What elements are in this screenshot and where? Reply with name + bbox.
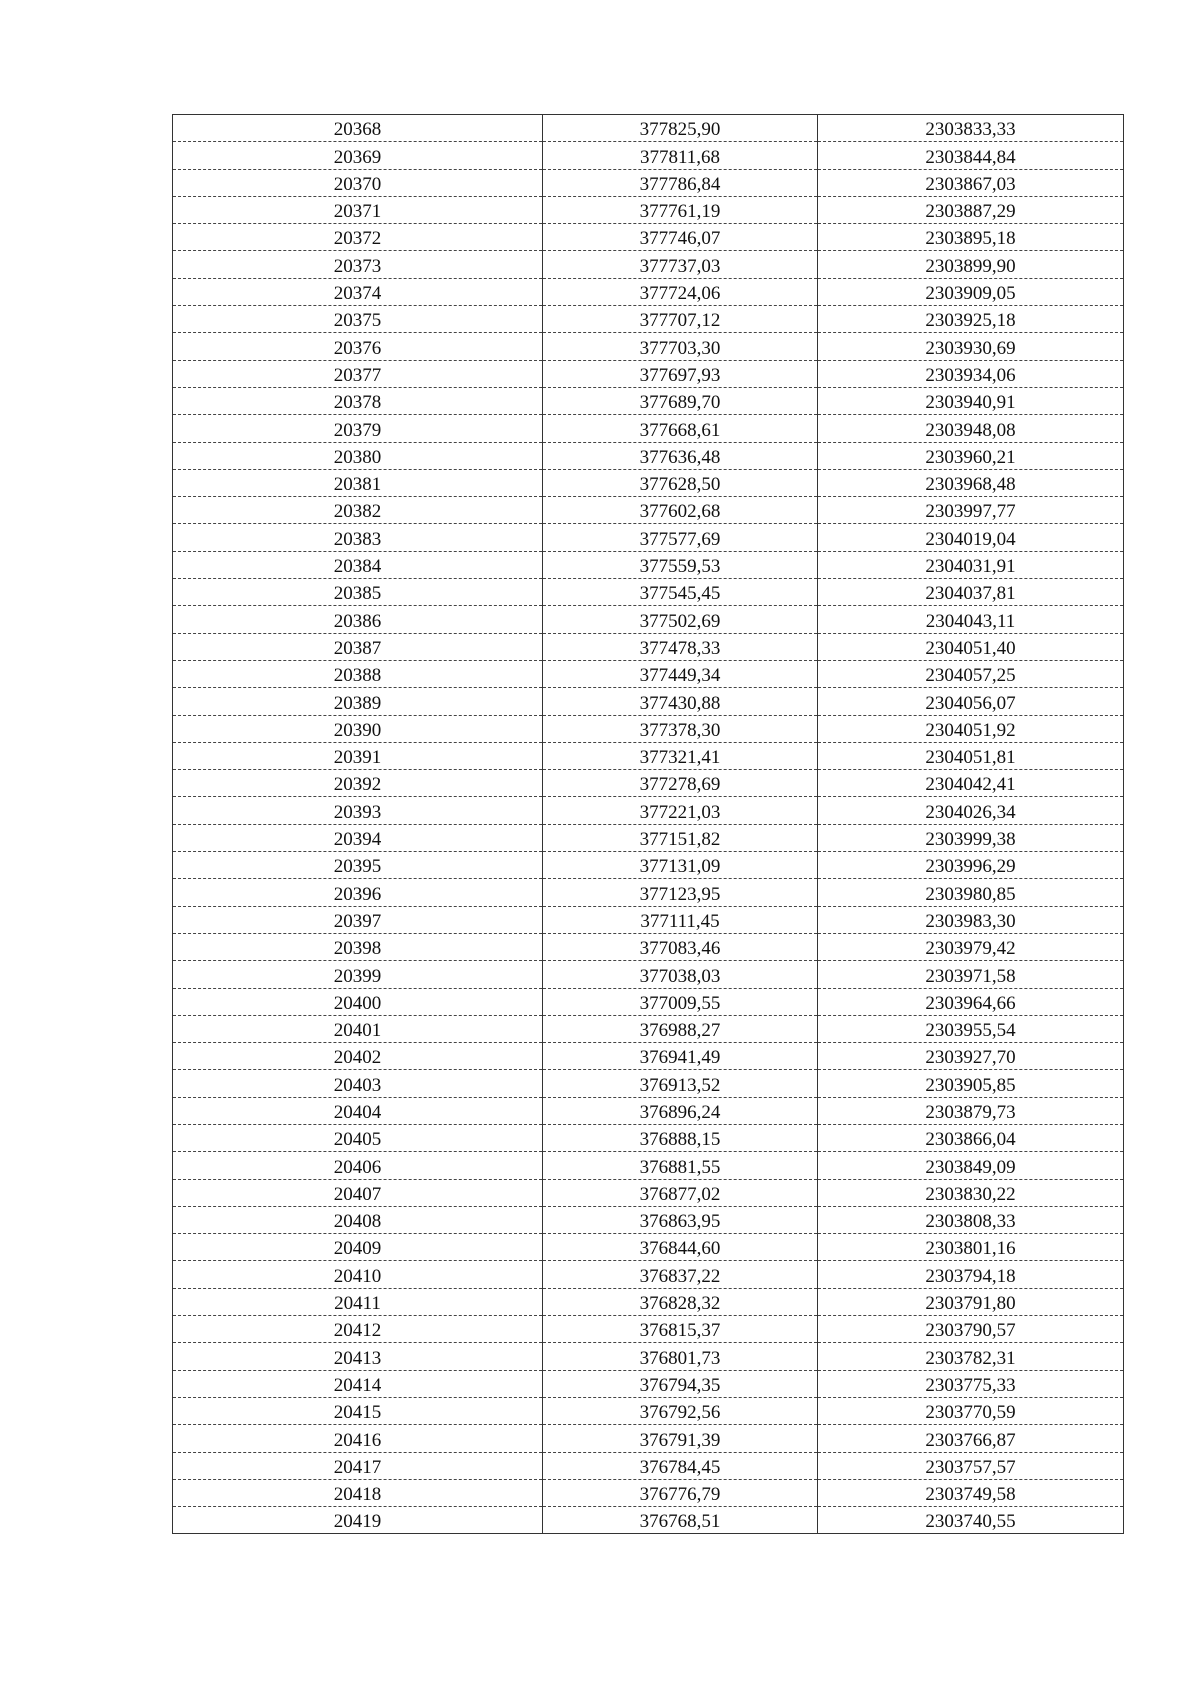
y-coordinate-cell: 2303749,58: [818, 1479, 1124, 1506]
y-coordinate-cell: 2303997,77: [818, 497, 1124, 524]
y-coordinate-cell: 2304057,25: [818, 660, 1124, 687]
x-coordinate-cell: 376837,22: [543, 1261, 818, 1288]
x-coordinate-cell: 377151,82: [543, 824, 818, 851]
x-coordinate-cell: 377321,41: [543, 742, 818, 769]
point-id-cell: 20415: [173, 1397, 543, 1424]
x-coordinate-cell: 376844,60: [543, 1234, 818, 1261]
point-id-cell: 20396: [173, 879, 543, 906]
x-coordinate-cell: 377703,30: [543, 333, 818, 360]
point-id-cell: 20378: [173, 387, 543, 414]
x-coordinate-cell: 377502,69: [543, 606, 818, 633]
point-id-cell: 20408: [173, 1206, 543, 1233]
table-row: [173, 852, 1124, 879]
point-id-cell: 20402: [173, 1043, 543, 1070]
table-row: [173, 1479, 1124, 1506]
x-coordinate-cell: 376941,49: [543, 1043, 818, 1070]
x-coordinate-cell: 377478,33: [543, 633, 818, 660]
y-coordinate-cell: 2303895,18: [818, 224, 1124, 251]
x-coordinate-cell: 377811,68: [543, 142, 818, 169]
table-row: [173, 933, 1124, 960]
x-coordinate-cell: 376776,79: [543, 1479, 818, 1506]
table-row: [173, 1370, 1124, 1397]
table-row: [173, 196, 1124, 223]
table-row: [173, 770, 1124, 797]
table-row: [173, 1343, 1124, 1370]
point-id-cell: 20388: [173, 660, 543, 687]
y-coordinate-cell: 2303775,33: [818, 1370, 1124, 1397]
table-row: [173, 306, 1124, 333]
y-coordinate-cell: 2303980,85: [818, 879, 1124, 906]
x-coordinate-cell: 377449,34: [543, 660, 818, 687]
point-id-cell: 20401: [173, 1015, 543, 1042]
point-id-cell: 20397: [173, 906, 543, 933]
table-row: [173, 1015, 1124, 1042]
x-coordinate-cell: 377761,19: [543, 196, 818, 223]
table-row: [173, 1043, 1124, 1070]
y-coordinate-cell: 2303770,59: [818, 1397, 1124, 1424]
y-coordinate-cell: 2304026,34: [818, 797, 1124, 824]
y-coordinate-cell: 2304051,40: [818, 633, 1124, 660]
y-coordinate-cell: 2304043,11: [818, 606, 1124, 633]
y-coordinate-cell: 2303999,38: [818, 824, 1124, 851]
point-id-cell: 20411: [173, 1288, 543, 1315]
table-row: [173, 606, 1124, 633]
table-row: [173, 224, 1124, 251]
x-coordinate-cell: 377131,09: [543, 852, 818, 879]
table-row: [173, 715, 1124, 742]
table-row: [173, 469, 1124, 496]
x-coordinate-cell: 376794,35: [543, 1370, 818, 1397]
point-id-cell: 20407: [173, 1179, 543, 1206]
point-id-cell: 20395: [173, 852, 543, 879]
x-coordinate-cell: 377038,03: [543, 961, 818, 988]
y-coordinate-cell: 2304051,92: [818, 715, 1124, 742]
point-id-cell: 20375: [173, 306, 543, 333]
table-row: [173, 879, 1124, 906]
point-id-cell: 20394: [173, 824, 543, 851]
y-coordinate-cell: 2304056,07: [818, 688, 1124, 715]
table-row: [173, 278, 1124, 305]
x-coordinate-cell: 376863,95: [543, 1206, 818, 1233]
point-id-cell: 20414: [173, 1370, 543, 1397]
y-coordinate-cell: 2303766,87: [818, 1425, 1124, 1452]
y-coordinate-cell: 2303790,57: [818, 1316, 1124, 1343]
y-coordinate-cell: 2303968,48: [818, 469, 1124, 496]
x-coordinate-cell: 377636,48: [543, 442, 818, 469]
x-coordinate-cell: 377825,90: [543, 115, 818, 142]
table-row: [173, 688, 1124, 715]
x-coordinate-cell: 377746,07: [543, 224, 818, 251]
point-id-cell: 20373: [173, 251, 543, 278]
x-coordinate-cell: 376801,73: [543, 1343, 818, 1370]
point-id-cell: 20383: [173, 524, 543, 551]
table-row: [173, 742, 1124, 769]
point-id-cell: 20376: [173, 333, 543, 360]
point-id-cell: 20406: [173, 1152, 543, 1179]
table-row: [173, 497, 1124, 524]
x-coordinate-cell: 377221,03: [543, 797, 818, 824]
point-id-cell: 20369: [173, 142, 543, 169]
table-row: [173, 415, 1124, 442]
point-id-cell: 20412: [173, 1316, 543, 1343]
x-coordinate-cell: 377083,46: [543, 933, 818, 960]
point-id-cell: 20368: [173, 115, 543, 142]
y-coordinate-cell: 2303955,54: [818, 1015, 1124, 1042]
y-coordinate-cell: 2303983,30: [818, 906, 1124, 933]
y-coordinate-cell: 2303927,70: [818, 1043, 1124, 1070]
y-coordinate-cell: 2303830,22: [818, 1179, 1124, 1206]
table-row: [173, 824, 1124, 851]
point-id-cell: 20387: [173, 633, 543, 660]
x-coordinate-cell: 376791,39: [543, 1425, 818, 1452]
point-id-cell: 20390: [173, 715, 543, 742]
table-row: [173, 524, 1124, 551]
y-coordinate-cell: 2304037,81: [818, 579, 1124, 606]
point-id-cell: 20400: [173, 988, 543, 1015]
table-row: [173, 1097, 1124, 1124]
x-coordinate-cell: 377707,12: [543, 306, 818, 333]
table-row: [173, 115, 1124, 142]
y-coordinate-cell: 2303979,42: [818, 933, 1124, 960]
y-coordinate-cell: 2303844,84: [818, 142, 1124, 169]
y-coordinate-cell: 2303948,08: [818, 415, 1124, 442]
y-coordinate-cell: 2303899,90: [818, 251, 1124, 278]
y-coordinate-cell: 2303791,80: [818, 1288, 1124, 1315]
x-coordinate-cell: 376877,02: [543, 1179, 818, 1206]
table-row: [173, 1261, 1124, 1288]
y-coordinate-cell: 2303971,58: [818, 961, 1124, 988]
y-coordinate-cell: 2303925,18: [818, 306, 1124, 333]
point-id-cell: 20380: [173, 442, 543, 469]
point-id-cell: 20370: [173, 169, 543, 196]
y-coordinate-cell: 2303757,57: [818, 1452, 1124, 1479]
table-row: [173, 797, 1124, 824]
table-row: [173, 1452, 1124, 1479]
table-row: [173, 251, 1124, 278]
table-row: [173, 1397, 1124, 1424]
table-row: [173, 1070, 1124, 1097]
point-id-cell: 20418: [173, 1479, 543, 1506]
y-coordinate-cell: 2303930,69: [818, 333, 1124, 360]
table-row: [173, 961, 1124, 988]
point-id-cell: 20374: [173, 278, 543, 305]
table-row: [173, 551, 1124, 578]
table-row: [173, 660, 1124, 687]
y-coordinate-cell: 2303909,05: [818, 278, 1124, 305]
point-id-cell: 20417: [173, 1452, 543, 1479]
x-coordinate-cell: 376828,32: [543, 1288, 818, 1315]
y-coordinate-cell: 2303964,66: [818, 988, 1124, 1015]
x-coordinate-cell: 376792,56: [543, 1397, 818, 1424]
x-coordinate-cell: 376913,52: [543, 1070, 818, 1097]
x-coordinate-cell: 377545,45: [543, 579, 818, 606]
x-coordinate-cell: 376888,15: [543, 1124, 818, 1151]
point-id-cell: 20371: [173, 196, 543, 223]
y-coordinate-cell: 2303934,06: [818, 360, 1124, 387]
point-id-cell: 20379: [173, 415, 543, 442]
y-coordinate-cell: 2303849,09: [818, 1152, 1124, 1179]
table-row: [173, 142, 1124, 169]
point-id-cell: 20409: [173, 1234, 543, 1261]
y-coordinate-cell: 2304042,41: [818, 770, 1124, 797]
y-coordinate-cell: 2304019,04: [818, 524, 1124, 551]
table-row: [173, 1152, 1124, 1179]
table-row: [173, 579, 1124, 606]
point-id-cell: 20389: [173, 688, 543, 715]
x-coordinate-cell: 376896,24: [543, 1097, 818, 1124]
point-id-cell: 20381: [173, 469, 543, 496]
point-id-cell: 20386: [173, 606, 543, 633]
x-coordinate-cell: 377786,84: [543, 169, 818, 196]
x-coordinate-cell: 376881,55: [543, 1152, 818, 1179]
point-id-cell: 20405: [173, 1124, 543, 1151]
x-coordinate-cell: 377009,55: [543, 988, 818, 1015]
table-row: [173, 906, 1124, 933]
y-coordinate-cell: 2303867,03: [818, 169, 1124, 196]
x-coordinate-cell: 377737,03: [543, 251, 818, 278]
point-id-cell: 20391: [173, 742, 543, 769]
y-coordinate-cell: 2303940,91: [818, 387, 1124, 414]
point-id-cell: 20410: [173, 1261, 543, 1288]
x-coordinate-cell: 376988,27: [543, 1015, 818, 1042]
x-coordinate-cell: 376768,51: [543, 1507, 818, 1534]
table-row: [173, 1179, 1124, 1206]
x-coordinate-cell: 377697,93: [543, 360, 818, 387]
x-coordinate-cell: 376784,45: [543, 1452, 818, 1479]
point-id-cell: 20413: [173, 1343, 543, 1370]
x-coordinate-cell: 377628,50: [543, 469, 818, 496]
table-row: [173, 442, 1124, 469]
table-row: [173, 988, 1124, 1015]
table-row: [173, 1425, 1124, 1452]
coordinate-table: [172, 114, 1124, 1534]
point-id-cell: 20398: [173, 933, 543, 960]
y-coordinate-cell: 2303782,31: [818, 1343, 1124, 1370]
x-coordinate-cell: 377689,70: [543, 387, 818, 414]
y-coordinate-cell: 2303960,21: [818, 442, 1124, 469]
y-coordinate-cell: 2304031,91: [818, 551, 1124, 578]
coordinate-table-body: [173, 115, 1124, 1534]
point-id-cell: 20384: [173, 551, 543, 578]
point-id-cell: 20403: [173, 1070, 543, 1097]
table-row: [173, 333, 1124, 360]
y-coordinate-cell: 2303866,04: [818, 1124, 1124, 1151]
table-row: [173, 387, 1124, 414]
x-coordinate-cell: 377668,61: [543, 415, 818, 442]
x-coordinate-cell: 376815,37: [543, 1316, 818, 1343]
table-row: [173, 633, 1124, 660]
y-coordinate-cell: 2303794,18: [818, 1261, 1124, 1288]
point-id-cell: 20404: [173, 1097, 543, 1124]
x-coordinate-cell: 377577,69: [543, 524, 818, 551]
x-coordinate-cell: 377430,88: [543, 688, 818, 715]
y-coordinate-cell: 2303996,29: [818, 852, 1124, 879]
x-coordinate-cell: 377724,06: [543, 278, 818, 305]
table-row: [173, 1206, 1124, 1233]
point-id-cell: 20382: [173, 497, 543, 524]
y-coordinate-cell: 2303887,29: [818, 196, 1124, 223]
x-coordinate-cell: 377123,95: [543, 879, 818, 906]
point-id-cell: 20372: [173, 224, 543, 251]
table-row: [173, 1316, 1124, 1343]
table-row: [173, 1124, 1124, 1151]
table-row: [173, 1507, 1124, 1534]
y-coordinate-cell: 2303808,33: [818, 1206, 1124, 1233]
point-id-cell: 20392: [173, 770, 543, 797]
point-id-cell: 20416: [173, 1425, 543, 1452]
point-id-cell: 20393: [173, 797, 543, 824]
x-coordinate-cell: 377111,45: [543, 906, 818, 933]
point-id-cell: 20399: [173, 961, 543, 988]
x-coordinate-cell: 377278,69: [543, 770, 818, 797]
y-coordinate-cell: 2303740,55: [818, 1507, 1124, 1534]
y-coordinate-cell: 2303833,33: [818, 115, 1124, 142]
table-row: [173, 1288, 1124, 1315]
y-coordinate-cell: 2303879,73: [818, 1097, 1124, 1124]
table-row: [173, 1234, 1124, 1261]
y-coordinate-cell: 2304051,81: [818, 742, 1124, 769]
x-coordinate-cell: 377378,30: [543, 715, 818, 742]
x-coordinate-cell: 377602,68: [543, 497, 818, 524]
point-id-cell: 20385: [173, 579, 543, 606]
x-coordinate-cell: 377559,53: [543, 551, 818, 578]
table-row: [173, 169, 1124, 196]
point-id-cell: 20419: [173, 1507, 543, 1534]
y-coordinate-cell: 2303905,85: [818, 1070, 1124, 1097]
table-row: [173, 360, 1124, 387]
point-id-cell: 20377: [173, 360, 543, 387]
y-coordinate-cell: 2303801,16: [818, 1234, 1124, 1261]
